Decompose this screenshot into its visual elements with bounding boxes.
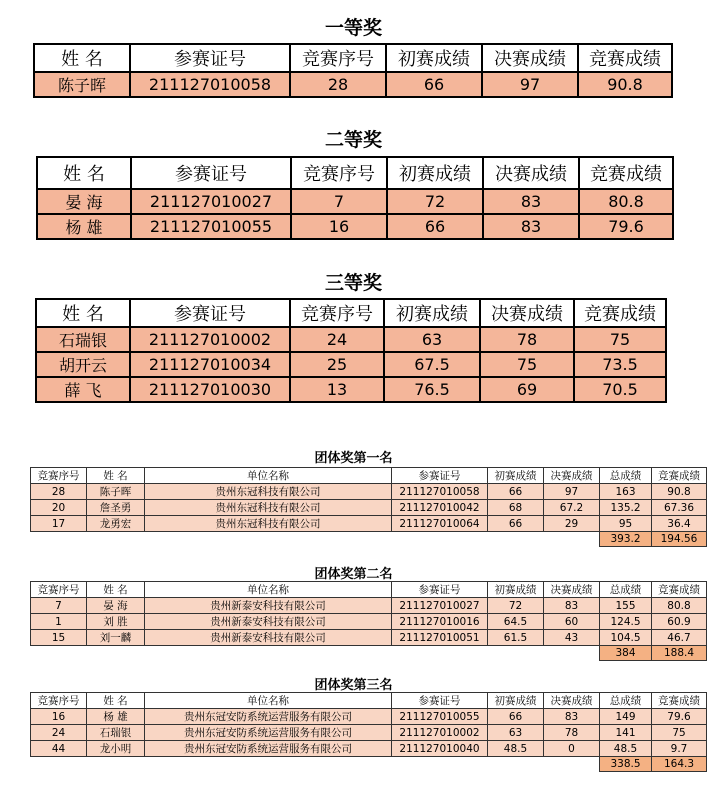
header-cell: 竞赛序号	[291, 157, 387, 189]
header-cell: 竞赛序号	[290, 44, 386, 72]
cell: 贵州东冠安防系统运营服务有限公司	[145, 709, 392, 725]
header-cell: 姓 名	[87, 582, 145, 598]
team-title-first: 团体奖第一名	[314, 451, 393, 466]
cell: 75	[652, 725, 707, 741]
cell: 石瑞银	[87, 725, 145, 741]
table-row	[34, 72, 672, 97]
cell: 124.5	[600, 614, 652, 630]
team-table-third	[30, 692, 707, 772]
header-cell: 决赛成绩	[544, 468, 600, 484]
cell: 44	[31, 741, 87, 757]
cell: 90.8	[652, 484, 707, 500]
table-row	[31, 500, 707, 516]
table-header-row	[37, 157, 673, 189]
table-row	[37, 214, 673, 239]
cell: 79.6	[652, 709, 707, 725]
table-row	[31, 709, 707, 725]
cell: 43	[544, 630, 600, 646]
cell: 61.5	[488, 630, 544, 646]
cell: 贵州新泰安科技有限公司	[145, 614, 392, 630]
cell-final: 75	[480, 352, 574, 377]
table-row	[37, 189, 673, 214]
cell-seq: 13	[290, 377, 384, 402]
cell-prelim: 67.5	[384, 352, 480, 377]
cell: 155	[600, 598, 652, 614]
cell-score: 90.8	[578, 72, 672, 97]
header-cell: 参赛证号	[392, 693, 488, 709]
cell: 贵州东冠科技有限公司	[145, 500, 392, 516]
cell: 95	[600, 516, 652, 532]
cell: 80.8	[652, 598, 707, 614]
cell-prelim: 63	[384, 327, 480, 352]
cell: 211127010002	[392, 725, 488, 741]
cell: 20	[31, 500, 87, 516]
cell-final: 83	[483, 189, 579, 214]
cell-score: 73.5	[574, 352, 666, 377]
header-cell: 参赛证号	[392, 468, 488, 484]
cell: 211127010027	[392, 598, 488, 614]
table-row	[31, 484, 707, 500]
table-row	[36, 327, 666, 352]
cell: 贵州新泰安科技有限公司	[145, 598, 392, 614]
cell: 9.7	[652, 741, 707, 757]
cell-name: 石瑞银	[36, 327, 130, 352]
cell: 211127010051	[392, 630, 488, 646]
cell: 66	[488, 709, 544, 725]
cell: 16	[31, 709, 87, 725]
header-cell: 竞赛成绩	[652, 693, 707, 709]
table-row	[36, 377, 666, 402]
team-table-first	[30, 467, 707, 547]
cell: 63	[488, 725, 544, 741]
cell-name: 陈子晖	[34, 72, 130, 97]
cell: 贵州东冠科技有限公司	[145, 484, 392, 500]
cell: 贵州东冠安防系统运营服务有限公司	[145, 725, 392, 741]
cell-id: 211127010034	[130, 352, 290, 377]
header-cell: 初赛成绩	[384, 299, 480, 327]
cell: 211127010055	[392, 709, 488, 725]
cell-seq: 25	[290, 352, 384, 377]
award-table-second	[36, 156, 674, 240]
cell-prelim: 66	[387, 214, 483, 239]
cell-final: 69	[480, 377, 574, 402]
header-cell: 决赛成绩	[483, 157, 579, 189]
cell-final: 83	[483, 214, 579, 239]
cell: 晏 海	[87, 598, 145, 614]
cell: 72	[488, 598, 544, 614]
cell-final: 78	[480, 327, 574, 352]
cell: 15	[31, 630, 87, 646]
cell: 78	[544, 725, 600, 741]
cell: 211127010058	[392, 484, 488, 500]
award-table-first	[33, 43, 673, 98]
cell: 67.2	[544, 500, 600, 516]
cell-seq: 16	[291, 214, 387, 239]
cell: 48.5	[600, 741, 652, 757]
header-cell: 参赛证号	[131, 157, 291, 189]
header-cell: 总成绩	[600, 582, 652, 598]
cell: 163	[600, 484, 652, 500]
header-cell: 竞赛序号	[31, 582, 87, 598]
cell: 66	[488, 484, 544, 500]
cell: 29	[544, 516, 600, 532]
header-cell: 竞赛成绩	[652, 582, 707, 598]
cell: 211127010042	[392, 500, 488, 516]
header-cell: 决赛成绩	[480, 299, 574, 327]
cell: 66	[488, 516, 544, 532]
table-row	[31, 516, 707, 532]
cell-id: 211127010030	[130, 377, 290, 402]
cell-id: 211127010002	[130, 327, 290, 352]
cell-score: 75	[574, 327, 666, 352]
award-table-third	[35, 298, 667, 403]
cell: 0	[544, 741, 600, 757]
cell-seq: 28	[290, 72, 386, 97]
cell: 龙勇宏	[87, 516, 145, 532]
header-cell: 竞赛序号	[290, 299, 384, 327]
cell-name: 胡开云	[36, 352, 130, 377]
team-title-second: 团体奖第二名	[314, 567, 393, 582]
cell: 60	[544, 614, 600, 630]
header-cell: 初赛成绩	[386, 44, 482, 72]
header-cell: 单位名称	[145, 582, 392, 598]
total-sum: 393.2	[600, 532, 652, 547]
total-sum: 384	[600, 646, 652, 661]
cell: 46.7	[652, 630, 707, 646]
cell-name: 晏 海	[37, 189, 131, 214]
totals-row	[31, 646, 707, 661]
header-cell: 单位名称	[145, 693, 392, 709]
team-title-third: 团体奖第三名	[314, 678, 393, 693]
cell-seq: 24	[290, 327, 384, 352]
header-cell: 竞赛成绩	[574, 299, 666, 327]
header-cell: 单位名称	[145, 468, 392, 484]
table-row	[31, 614, 707, 630]
header-cell: 初赛成绩	[488, 693, 544, 709]
table-header-row	[31, 582, 707, 598]
header-cell: 参赛证号	[130, 299, 290, 327]
cell: 211127010016	[392, 614, 488, 630]
totals-row	[31, 757, 707, 772]
cell: 28	[31, 484, 87, 500]
cell: 141	[600, 725, 652, 741]
total-score: 194.56	[652, 532, 707, 547]
cell: 刘一麟	[87, 630, 145, 646]
cell-prelim: 72	[387, 189, 483, 214]
header-cell: 参赛证号	[130, 44, 290, 72]
cell: 陈子晖	[87, 484, 145, 500]
header-cell: 初赛成绩	[387, 157, 483, 189]
cell: 17	[31, 516, 87, 532]
header-cell: 姓 名	[37, 157, 131, 189]
cell-prelim: 76.5	[384, 377, 480, 402]
table-row	[31, 725, 707, 741]
header-cell: 决赛成绩	[544, 693, 600, 709]
cell: 36.4	[652, 516, 707, 532]
table-row	[31, 630, 707, 646]
cell: 97	[544, 484, 600, 500]
header-cell: 姓 名	[87, 693, 145, 709]
cell: 64.5	[488, 614, 544, 630]
header-cell: 初赛成绩	[488, 468, 544, 484]
header-cell: 竞赛成绩	[578, 44, 672, 72]
total-score: 164.3	[652, 757, 707, 772]
table-header-row	[31, 468, 707, 484]
blank-cell	[31, 532, 600, 547]
totals-row	[31, 532, 707, 547]
cell: 211127010040	[392, 741, 488, 757]
header-cell: 姓 名	[36, 299, 130, 327]
header-cell: 姓 名	[87, 468, 145, 484]
cell: 1	[31, 614, 87, 630]
header-cell: 决赛成绩	[544, 582, 600, 598]
cell-score: 70.5	[574, 377, 666, 402]
table-header-row	[34, 44, 672, 72]
header-cell: 总成绩	[600, 693, 652, 709]
cell: 68	[488, 500, 544, 516]
cell-name: 薛 飞	[36, 377, 130, 402]
cell: 贵州新泰安科技有限公司	[145, 630, 392, 646]
cell: 7	[31, 598, 87, 614]
cell: 詹圣勇	[87, 500, 145, 516]
header-cell: 竞赛成绩	[652, 468, 707, 484]
blank-cell	[31, 646, 600, 661]
cell: 贵州东冠安防系统运营服务有限公司	[145, 741, 392, 757]
cell-name: 杨 雄	[37, 214, 131, 239]
cell: 135.2	[600, 500, 652, 516]
cell: 83	[544, 598, 600, 614]
cell-id: 211127010058	[130, 72, 290, 97]
award-title-second: 二等奖	[324, 129, 382, 151]
cell: 24	[31, 725, 87, 741]
cell: 48.5	[488, 741, 544, 757]
cell: 67.36	[652, 500, 707, 516]
table-header-row	[36, 299, 666, 327]
table-row	[31, 598, 707, 614]
cell-id: 211127010027	[131, 189, 291, 214]
header-cell: 竞赛成绩	[579, 157, 673, 189]
award-title-third: 三等奖	[324, 272, 382, 294]
header-cell: 姓 名	[34, 44, 130, 72]
cell: 211127010064	[392, 516, 488, 532]
cell-id: 211127010055	[131, 214, 291, 239]
table-row	[36, 352, 666, 377]
table-header-row	[31, 693, 707, 709]
cell-prelim: 66	[386, 72, 482, 97]
team-table-second	[30, 581, 707, 661]
cell-seq: 7	[291, 189, 387, 214]
header-cell: 竞赛序号	[31, 468, 87, 484]
total-sum: 338.5	[600, 757, 652, 772]
table-row	[31, 741, 707, 757]
cell: 83	[544, 709, 600, 725]
header-cell: 总成绩	[600, 468, 652, 484]
cell: 杨 雄	[87, 709, 145, 725]
total-score: 188.4	[652, 646, 707, 661]
header-cell: 决赛成绩	[482, 44, 578, 72]
cell: 60.9	[652, 614, 707, 630]
cell: 贵州东冠科技有限公司	[145, 516, 392, 532]
cell-score: 80.8	[579, 189, 673, 214]
cell: 龙小明	[87, 741, 145, 757]
header-cell: 参赛证号	[392, 582, 488, 598]
cell: 刘 胜	[87, 614, 145, 630]
blank-cell	[31, 757, 600, 772]
cell: 104.5	[600, 630, 652, 646]
header-cell: 竞赛序号	[31, 693, 87, 709]
cell: 149	[600, 709, 652, 725]
award-title-first: 一等奖	[324, 17, 382, 39]
cell-score: 79.6	[579, 214, 673, 239]
cell-final: 97	[482, 72, 578, 97]
header-cell: 初赛成绩	[488, 582, 544, 598]
